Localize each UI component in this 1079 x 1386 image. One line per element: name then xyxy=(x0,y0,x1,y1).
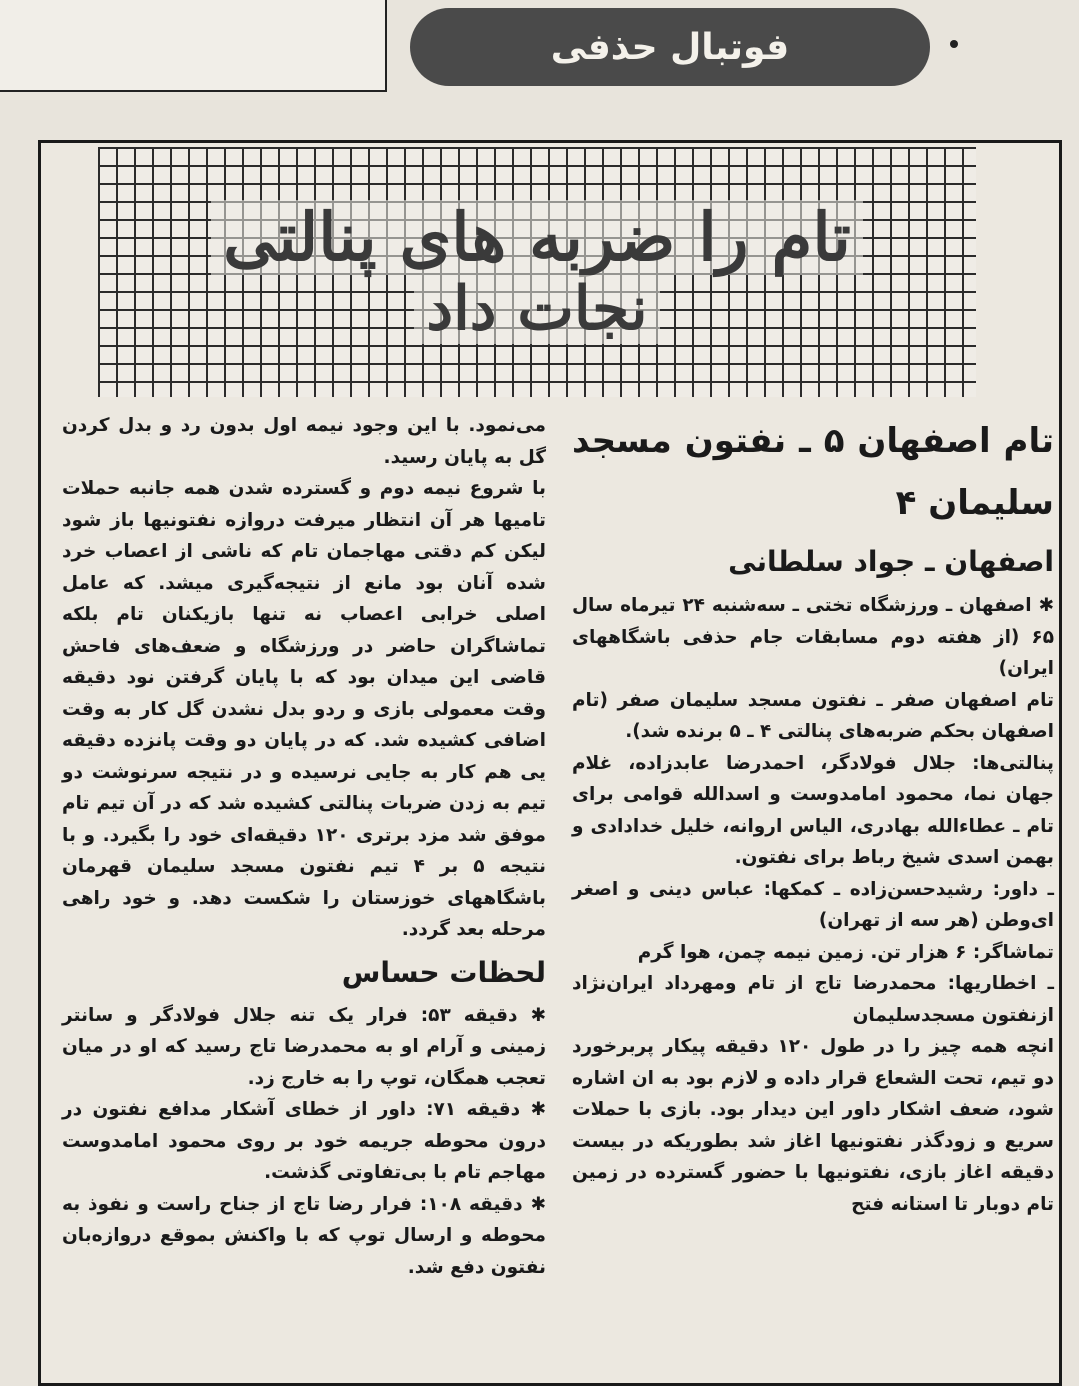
spectators-paragraph: تماشاگر: ۶ هزار تن. زمین نیمه چمن، هوا گرم xyxy=(637,941,1054,963)
headline-line-2: نجات داد xyxy=(414,275,659,344)
highlight-minute-108: ✱ دقیقه ۱۰۸: فرار رضا تاج از جناح راست و نفوذ به محوطه و ارسال توپ که با واکنش بموقع دروازه‌بان نفتون دفع شد. xyxy=(62,1193,547,1278)
referee-paragraph: ـ داور: رشیدحسن‌زاده ـ کمکها: عباس دینی و اصغر ای‌وطن (هر سه از تهران) xyxy=(572,878,1054,931)
section-title: فوتبال حذفی xyxy=(410,8,930,86)
headline-line-1: تام را ضربه های پنالتی xyxy=(211,200,863,276)
right-column xyxy=(572,410,1054,1220)
continuation-paragraph: می‌نمود. با این وجود نیمه اول بدون رد و بدل کردن گل به پایان رسید. xyxy=(62,415,546,468)
byline: اصفهان ـ جواد سلطانی xyxy=(728,545,1054,578)
score-paragraph: تام اصفهان صفر ـ نفتون مسجد سلیمان صفر (تام اصفهان بحکم ضربه‌های پنالتی ۴ ـ ۵ برنده شد). xyxy=(572,689,1054,742)
body-paragraph: انچه همه چیز را در طول ۱۲۰ دقیقه پیکار پربرخورد دو تیم، تحت الشعاع قرار داده و لازم بود به ان اشاره شود، ضعف اشکار داور این دیدار بود. بازی با حملات سریع و زودگذر نفتونیها اغاز شد بطوریکه در بیست دقیقه اغاز بازی، نفتونیها با حضور گسترده در زمین تام دوبار تا استانه فتح xyxy=(572,1036,1054,1215)
match-info-paragraph: ✱ اصفهان ـ ورزشگاه تختی ـ سه‌شنبه ۲۴ تیرماه سال ۶۵ (از هفته دوم مسابقات جام حذفی باشگاههای ایران) xyxy=(572,595,1055,679)
highlight-minute-71: ✱ دقیقه ۷۱: داور از خطای آشکار مدافع نفتون در درون محوطه جریمه خود بر روی محمود امامدوست مهاجم تام با بی‌تفاوتی گذشت. xyxy=(62,1099,546,1183)
highlights-subhead: لحظات حساس xyxy=(341,955,546,989)
headline-grid xyxy=(98,147,976,397)
warnings-paragraph: ـ اخطاریها: محمدرضا تاج از تام ومهرداد ایران‌نژاد ازنفتون مسجدسلیمان xyxy=(572,973,1054,1026)
highlight-minute-53: ✱ دقیقه ۵۳: فرار یک تنه جلال فولادگر و سانتر زمینی و آرام او به محمدرضا تاج رسید که او در میان تعجب همگان، توپ را به خارج زد. xyxy=(62,1004,547,1089)
left-column xyxy=(62,410,546,1283)
match-title: تام اصفهان ۵ ـ نفتون مسجد سلیمان ۴ xyxy=(572,421,1054,523)
bullet-dot xyxy=(950,40,958,48)
adjacent-article-box xyxy=(0,0,387,92)
penalties-paragraph: پنالتی‌ها: جلال فولادگر، احمدرضا عابدزاده، غلام جهان نما، محمود امامدوست و اسدالله قوامی برای تام ـ عطاءالله بهادری، الیاس اروانه، خلیل خدادادی و بهمن اسدی شیخ رباط برای نفتون. xyxy=(572,752,1054,868)
second-half-paragraph: با شروع نیمه دوم و گسترده شدن همه جانبه حملات تامیها هر آن انتظار میرفت دروازه نفتونیها باز شود لیکن کم دقتی مهاجمان تام که ناشی از اعصاب خرد شده آنان بود مانع از نتیجه‌گیری میشد. که عامل اصلی خرابی اعصاب نه تنها بازیکنان تام بلکه تماشاگران حاضر در ورزشگاه و ضعف‌های فاحش قاضی این میدان بود که با پایان گرفتن نود دقیقه وقت معمولی بازی و ردو بدل نشدن گل کار به وقت اضافی کشیده شد. که در پایان دو وقت پانزده دقیقه یی هم کار به جایی نرسیده و در نتیجه سرنوشت دو تیم به زدن ضربات پنالتی کشیده شد که در آن تیم تام موفق شد مزد برتری ۱۲۰ دقیقه‌ای خود را بگیرد. و با نتیجه ۵ بر ۴ تیم نفتون مسجد سلیمان قهرمان باشگاههای خوزستان را شکست دهد. و خود راهی مرحله بعد گردد. xyxy=(62,478,547,940)
